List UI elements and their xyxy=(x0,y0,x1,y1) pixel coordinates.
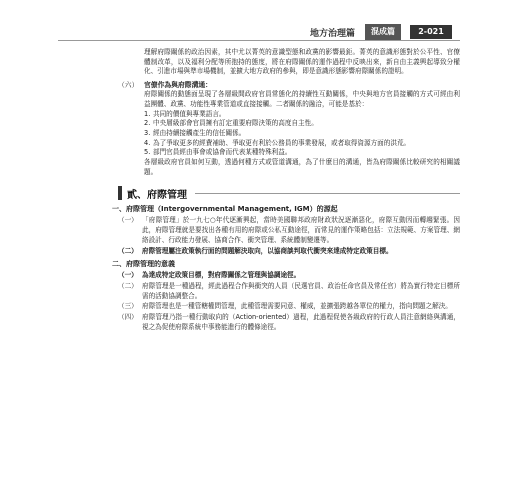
intro-paragraph: 理解府際關係的政治因素，其中尤以菁英的意識型態和政黨的影響最鉅。菁英的意識形態對於公平性、官僚體制改革，以及福利分配等所抱持的態度，將在府際關係的運作過程中反映出來，新自由主義興起導致分權化、引進市場與準市場機制，並擴大地方政府的參與，即是意識形態影響府際關係的證明。 xyxy=(144,48,460,76)
list-item: 1. 共同的價值與專業語言。 xyxy=(144,109,226,118)
point-6-closing: 各層級政府官員如何互動，透過何種方式或管道溝通，為了什麼目的溝通，皆為府際關係比較研究的相關議題。 xyxy=(144,158,460,176)
numbered-item: （四） 府際管理乃指一種行動取向的（Action-oriented）過程，此過程促使各級政府的行政人員注意網絡與溝通，視之為促使府際系統中事務能進行的體條途徑。 xyxy=(118,313,460,331)
section-title: 貳、府際管理 xyxy=(127,189,187,201)
running-title: 地方治理篇 xyxy=(310,29,356,39)
list-item: 5. 部門官員經由事會或協會而代表某種特殊利益。 xyxy=(144,148,292,157)
numbered-item: （二） 府際管理屬注政策執行面的問題解決取向，以協商談判取代衝突來達成特定政策目標。 xyxy=(118,246,393,255)
numbered-item: （二） 府際管理是一種過程，經此過程合作與衝突的人員（民選官員、政治任命官員及常任官）將為實行特定目標所需的活動協調整合。 xyxy=(118,281,460,300)
section-marker xyxy=(118,186,122,200)
point-6-number: （六） xyxy=(118,81,139,90)
page-content xyxy=(112,48,460,332)
numbered-item: （一） 為達成特定政策目標，對府際關係之管理與協調途徑。 xyxy=(118,271,301,280)
subsection-title: 一、府際管理（Intergovernmental Management, IGM）的源起 xyxy=(112,205,338,214)
list-item: 4. 為了爭取更多的經費補助、爭取更有利於公務員的事業發展，或者取得資源方面的洪荒。 xyxy=(144,138,411,147)
numbered-item: （三） 府際管理也是一種管轄權問管理，此種管理需要同意、權威，並擴張跨越各單位的權力，指向問題之解決。 xyxy=(118,302,452,311)
chapter-badge: 混成篇 xyxy=(365,24,401,40)
point-6-heading xyxy=(118,80,460,90)
point-6-list xyxy=(118,110,460,159)
section-heading xyxy=(118,185,460,201)
header-divider xyxy=(58,40,460,41)
numbered-item: （一） 「府際管理」於一九七○年代逐漸興起，當時美國聯邦政府財政狀況逐漸惡化，府際互動因而轉趨緊張。因此，府際管理就是要找出各種有用的府際或公私互動途徑，而常見的運作策略包括：立法規範、方案管理、網絡設計、行政能力發展、協商合作、衝突管理、系統體制變遷等。 xyxy=(118,216,460,244)
section-divider xyxy=(195,193,460,194)
page-number: 2-021 xyxy=(410,25,452,39)
point-6-title: 官僚作為與府際溝通： xyxy=(144,81,212,90)
list-item: 3. 經由持續接觸產生的信任關係。 xyxy=(144,128,246,137)
page-header xyxy=(0,22,520,42)
point-6-text: 府際關係的動態面呈現了各層級間政府官員常態化的持續性互動關係，中央與地方官員接觸的方式可經由利益團體、政黨、功能性專業管道或直接接觸。二者關係的融洽，可能是基於： xyxy=(144,90,460,108)
subsection-title: 二、府際管理的意義 xyxy=(112,260,175,269)
list-item: 2. 中央層級部會官員擁有訂定重要府際決策的高度自主性。 xyxy=(144,119,318,128)
